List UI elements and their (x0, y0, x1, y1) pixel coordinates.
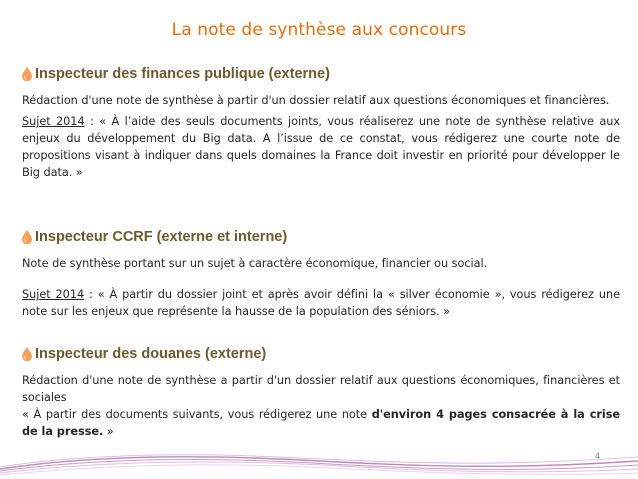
section-heading-text: Inspecteur des douanes (externe) (35, 346, 267, 362)
slide-title: La note de synthèse aux concours (171, 20, 467, 40)
section-inspecteur-ccrf (22, 229, 620, 320)
section-inspecteur-finances (22, 66, 620, 181)
section-subject (22, 113, 620, 181)
water-drop-icon (22, 347, 32, 361)
decorative-swoosh (0, 439, 638, 479)
water-drop-icon (22, 230, 32, 244)
water-drop-icon (22, 67, 32, 81)
section-subject (22, 406, 620, 440)
section-heading (22, 229, 620, 245)
section-heading-text: Inspecteur des finances publique (externe) (35, 66, 330, 82)
subject-suffix: » (103, 425, 114, 438)
section-description: Rédaction d'une note de synthèse à partir d'un dossier relatif aux questions économiques et financières. (22, 94, 610, 107)
page-number: 4 (594, 451, 600, 461)
subject-label: Sujet 2014 (22, 288, 85, 301)
section-heading (22, 346, 620, 362)
section-description: Note de synthèse portant sur un sujet à caractère économique, financier ou social. (22, 257, 488, 270)
subject-text: : « À l’aide des seuls documents joints, vous réaliserez une note de synthèse relative aux enjeux du développement du Big data. A l’issue de ce constat, vous rédigerez une courte note de propositions visant à indiquer dans quels domaines la France doit investir en priorité pour développer le Big data. » (22, 115, 620, 179)
section-heading (22, 66, 620, 82)
subject-prefix: « À partir des documents suivants, vous rédigerez une note (22, 408, 372, 421)
subject-bold: d'environ 4 pages consacrée à la crise de la presse. (22, 408, 621, 438)
section-heading-text: Inspecteur CCRF (externe et interne) (35, 229, 288, 245)
subject-text: : « À partir du dossier joint et après avoir défini la « silver économie », vous rédigerez une note sur les enjeux que représente la hausse de la population des séniors. » (22, 288, 620, 318)
subject-label: Sujet 2014 (22, 115, 85, 128)
section-description: Rédaction d'une note de synthèse a partir d'un dossier relatif aux questions économiques, financières et sociales (22, 374, 620, 404)
section-subject (22, 286, 620, 320)
section-inspecteur-douanes (22, 346, 620, 440)
